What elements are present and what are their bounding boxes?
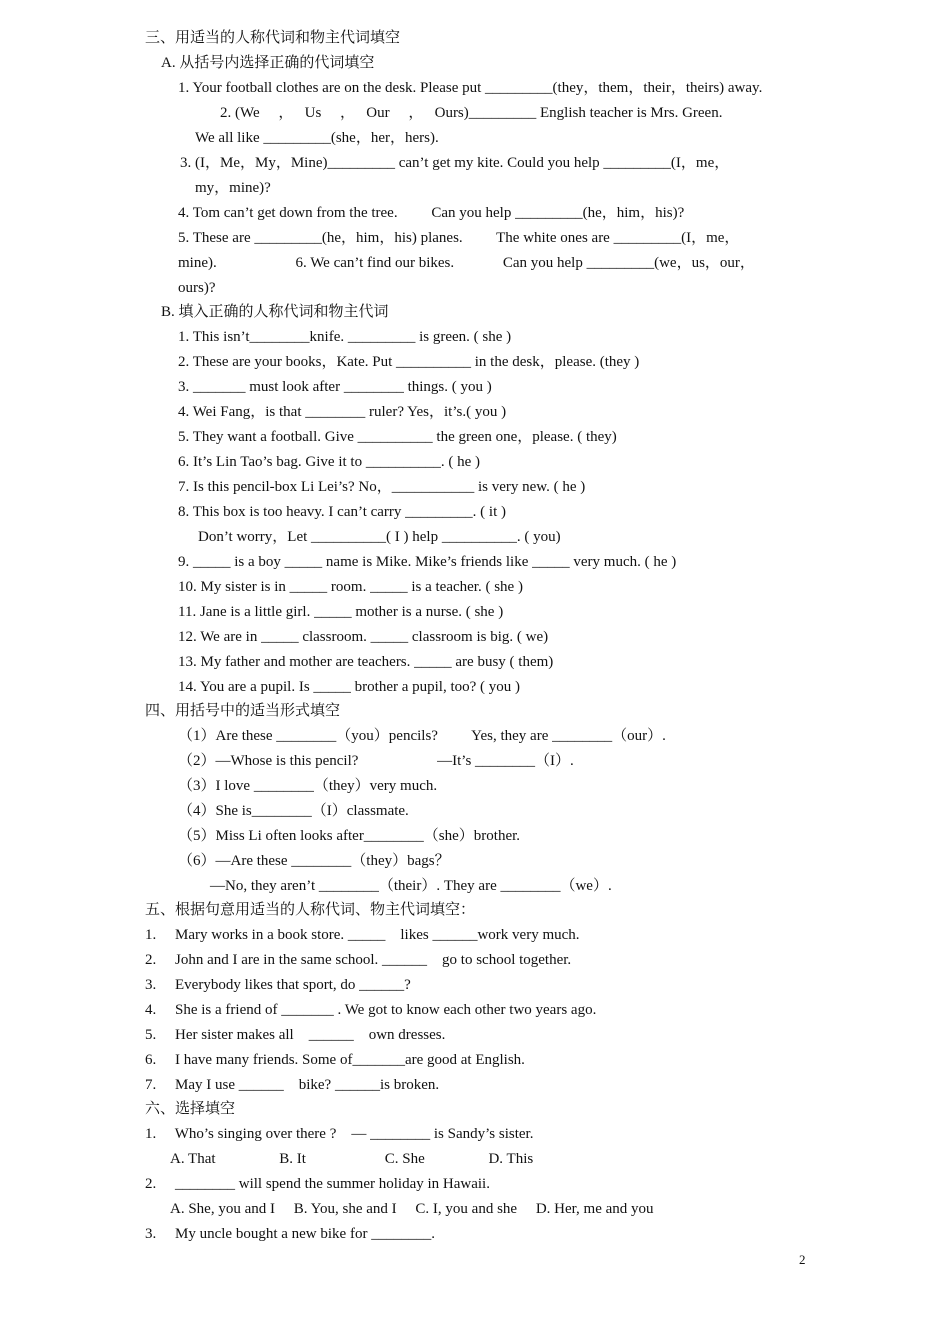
question-3a-1: 1. Your football clothes are on the desk. Please put _________(they，them，their，theirs) away. bbox=[178, 80, 763, 96]
question-3b-14: 14. You are a pupil. Is _____ brother a pupil, too? ( you ) bbox=[178, 679, 521, 695]
question-3b-12: 12. We are in _____ classroom. _____ classroom is big. ( we) bbox=[178, 629, 549, 645]
question-3b-2: 2. These are your books，Kate. Put __________ in the desk，please. (they ) bbox=[178, 354, 640, 370]
page-number: 2 bbox=[799, 1252, 806, 1267]
question-3a-4: 4. Tom can’t get down from the tree. Can you help _________(he，him，his)? bbox=[178, 205, 685, 221]
question-3b-7: 7. Is this pencil-box Li Lei’s? No，___________ is very new. ( he ) bbox=[178, 479, 586, 495]
question-3a-3-cont: my，mine)? bbox=[195, 180, 271, 196]
question-5-2: 2. John and I are in the same school. ______ go to school together. bbox=[145, 952, 572, 968]
question-5-5: 5. Her sister makes all ______ own dresses. bbox=[145, 1027, 446, 1043]
section-6-title: 六、选择填空 bbox=[145, 1101, 236, 1117]
question-6-3: 3. My uncle bought a new bike for ________. bbox=[145, 1226, 435, 1242]
question-6-1-options: A. That B. It C. She D. This bbox=[170, 1151, 534, 1167]
question-3b-9: 9. _____ is a boy _____ name is Mike. Mike’s friends like _____ very much. ( he ) bbox=[178, 554, 677, 570]
question-5-7: 7. May I use ______ bike? ______is broken. bbox=[145, 1077, 440, 1093]
question-3a-2: 2. (We ， Us ， Our ， Ours)_________ English teacher is Mrs. Green. bbox=[220, 105, 723, 121]
question-6-1: 1. Who’s singing over there ? — ________ is Sandy’s sister. bbox=[145, 1126, 534, 1142]
question-4-2: （2）—Whose is this pencil? —It’s ________（I）. bbox=[178, 753, 574, 769]
question-3b-8: 8. This box is too heavy. I can’t carry _________. ( it ) bbox=[178, 504, 506, 520]
section-3a-title: A. 从括号内选择正确的代词填空 bbox=[161, 55, 375, 71]
question-4-6: （6）—Are these ________（they）bags？ bbox=[178, 853, 450, 869]
section-3-title: 三、用适当的人称代词和物主代词填空 bbox=[145, 30, 401, 46]
question-3b-10: 10. My sister is in _____ room. _____ is a teacher. ( she ) bbox=[178, 579, 523, 595]
question-4-6-cont: —No, they aren’t ________（their）. They are ________（we）. bbox=[210, 878, 612, 894]
section-5-title: 五、根据句意用适当的人称代词、物主代词填空： bbox=[145, 902, 476, 918]
question-3a-6-cont: ours)? bbox=[178, 280, 216, 296]
question-5-4: 4. She is a friend of _______ . We got to know each other two years ago. bbox=[145, 1002, 597, 1018]
question-5-3: 3. Everybody likes that sport, do ______? bbox=[145, 977, 411, 993]
section-4-title: 四、用括号中的适当形式填空 bbox=[145, 703, 341, 719]
question-3a-5-cont: mine). 6. We can’t find our bikes. Can you help _________(we，us，our， bbox=[178, 255, 755, 271]
question-3a-3: 3. (I，Me，My，Mine)_________ can’t get my kite. Could you help _________(I，me， bbox=[180, 155, 730, 171]
section-3b-title: B. 填入正确的人称代词和物主代词 bbox=[161, 304, 389, 320]
question-3b-1: 1. This isn’t________knife. _________ is green. ( she ) bbox=[178, 329, 512, 345]
question-3b-13: 13. My father and mother are teachers. _____ are busy ( them) bbox=[178, 654, 554, 670]
question-4-5: （5）Miss Li often looks after________（she）brother. bbox=[178, 828, 521, 844]
question-5-1: 1. Mary works in a book store. _____ likes ______work very much. bbox=[145, 927, 580, 943]
question-5-6: 6. I have many friends. Some of_______are good at English. bbox=[145, 1052, 525, 1068]
question-3b-6: 6. It’s Lin Tao’s bag. Give it to __________. ( he ) bbox=[178, 454, 480, 470]
question-3a-2-cont: We all like _________(she，her，hers). bbox=[195, 130, 439, 146]
question-3b-4: 4. Wei Fang，is that ________ ruler? Yes，it’s.( you ) bbox=[178, 404, 507, 420]
question-3b-5: 5. They want a football. Give __________ the green one，please. ( they) bbox=[178, 429, 617, 445]
question-3b-8-cont: Don’t worry，Let __________( I ) help __________. ( you) bbox=[198, 529, 561, 545]
question-3b-11: 11. Jane is a little girl. _____ mother is a nurse. ( she ) bbox=[178, 604, 504, 620]
question-4-4: （4）She is________（I）classmate. bbox=[178, 803, 409, 819]
question-6-2: 2. ________ will spend the summer holiday in Hawaii. bbox=[145, 1176, 490, 1192]
question-3a-5: 5. These are _________(he，him，his) planes. The white ones are _________(I，me， bbox=[178, 230, 740, 246]
question-4-1: （1）Are these ________（you）pencils? Yes, they are ________（our）. bbox=[178, 728, 666, 744]
question-3b-3: 3. _______ must look after ________ things. ( you ) bbox=[178, 379, 492, 395]
question-6-2-options: A. She, you and I B. You, she and I C. I, you and she D. Her, me and you bbox=[170, 1201, 654, 1217]
question-4-3: （3）I love ________（they）very much. bbox=[178, 778, 438, 794]
